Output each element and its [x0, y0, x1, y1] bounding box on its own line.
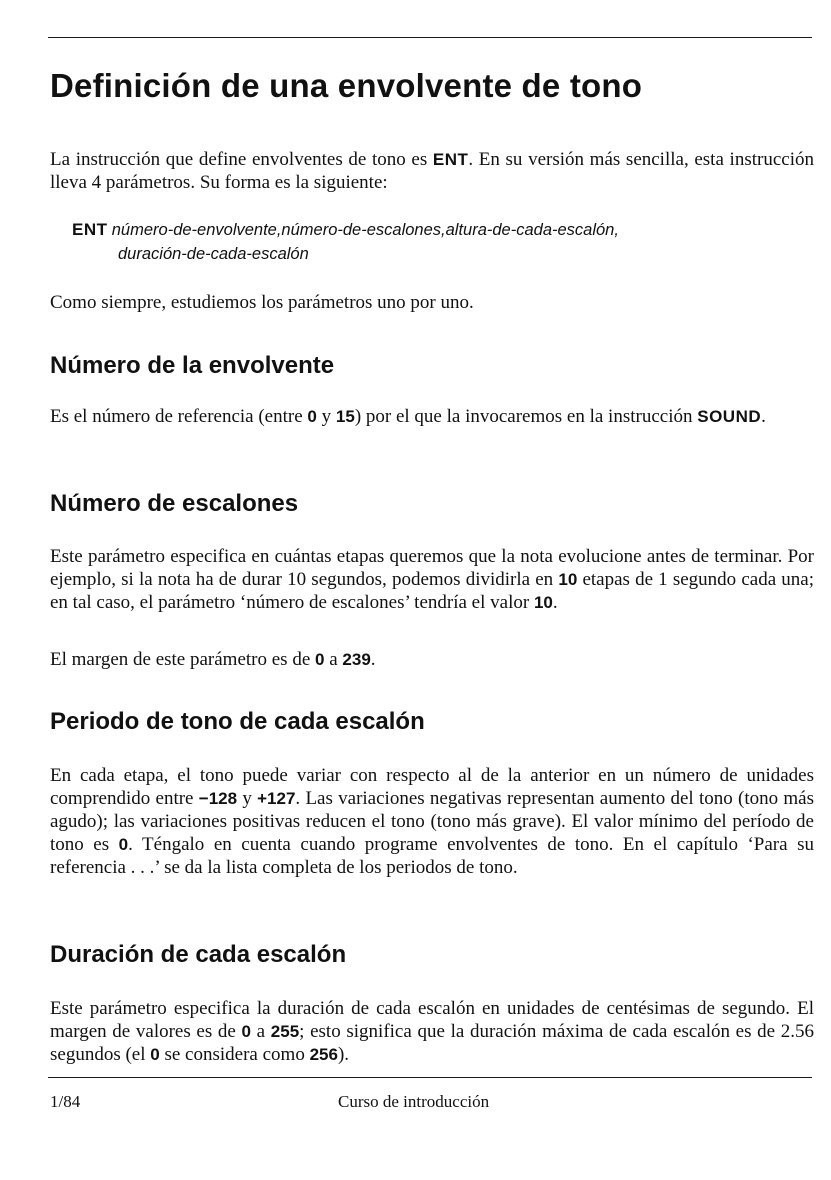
syntax-args-1: número-de-envolvente,número-de-escalones,altura-de-cada-escalón, — [111, 221, 619, 239]
after-syntax-paragraph: Como siempre, estudiemos los parámetros uno por uno. — [50, 292, 474, 313]
page-title: Definición de una envolvente de tono — [50, 67, 643, 104]
syntax-keyword: ENT — [72, 220, 108, 239]
syntax-line-1 — [72, 218, 812, 242]
duracion-paragraph: Este parámetro especifica la duración de cada escalón en unidades de centésimas de segundo. El margen de valores es de 0 a 255; esto significa que la duración máxima de cada escalón es de 2.56 segundos (el 0 se considera como 256). — [50, 998, 815, 1065]
top-rule — [48, 37, 812, 38]
heading-numero-escalones: Número de escalones — [50, 490, 299, 517]
numero-envolvente-paragraph: Es el número de referencia (entre 0 y 15) por el que la invocaremos en la instrucción SOUND. — [50, 406, 766, 427]
footer-book-title: Curso de introducción — [338, 1092, 490, 1111]
ent-syntax-block — [72, 218, 812, 266]
ent-keyword: ENT — [432, 150, 469, 169]
heading-numero-envolvente: Número de la envolvente — [50, 352, 335, 379]
syntax-line-2 — [72, 242, 812, 266]
numero-escalones-paragraph-1: Este parámetro especifica en cuántas etapas queremos que la nota evolucione antes de terminar. Por ejemplo, si la nota ha de durar 10 segundos, podemos dividirla en 10 etapas de 1 segundo cada una; en tal caso, el parámetro ‘número de escalones’ tendría el valor 10. — [50, 546, 815, 613]
sound-keyword: SOUND — [697, 407, 762, 426]
syntax-args-2: duración-de-cada-escalón — [118, 245, 309, 263]
numero-escalones-paragraph-2: El margen de este parámetro es de 0 a 239. — [50, 649, 376, 670]
periodo-tono-paragraph: En cada etapa, el tono puede variar con respecto al de la anterior en un número de unidades comprendido entre −128 y +127. Las variaciones negativas representan aumento del tono (tono más agudo); las variaciones positivas reducen el tono (tono más grave). El valor mínimo del período de tono es 0. Téngalo en cuenta cuando programe envolventes de tono. En el capítulo ‘Para su referencia . . .’ se da la lista completa de los periodos de tono. — [50, 765, 814, 878]
intro-paragraph: La instrucción que define envolventes de tono es ENT. En su versión más sencilla, esta instrucción lleva 4 parámetros. Su forma es la siguiente: — [50, 149, 814, 193]
heading-duracion: Duración de cada escalón — [50, 941, 347, 968]
page-number: 1/84 — [50, 1092, 81, 1111]
heading-periodo-tono: Periodo de tono de cada escalón — [50, 708, 425, 735]
bottom-rule — [48, 1077, 812, 1078]
